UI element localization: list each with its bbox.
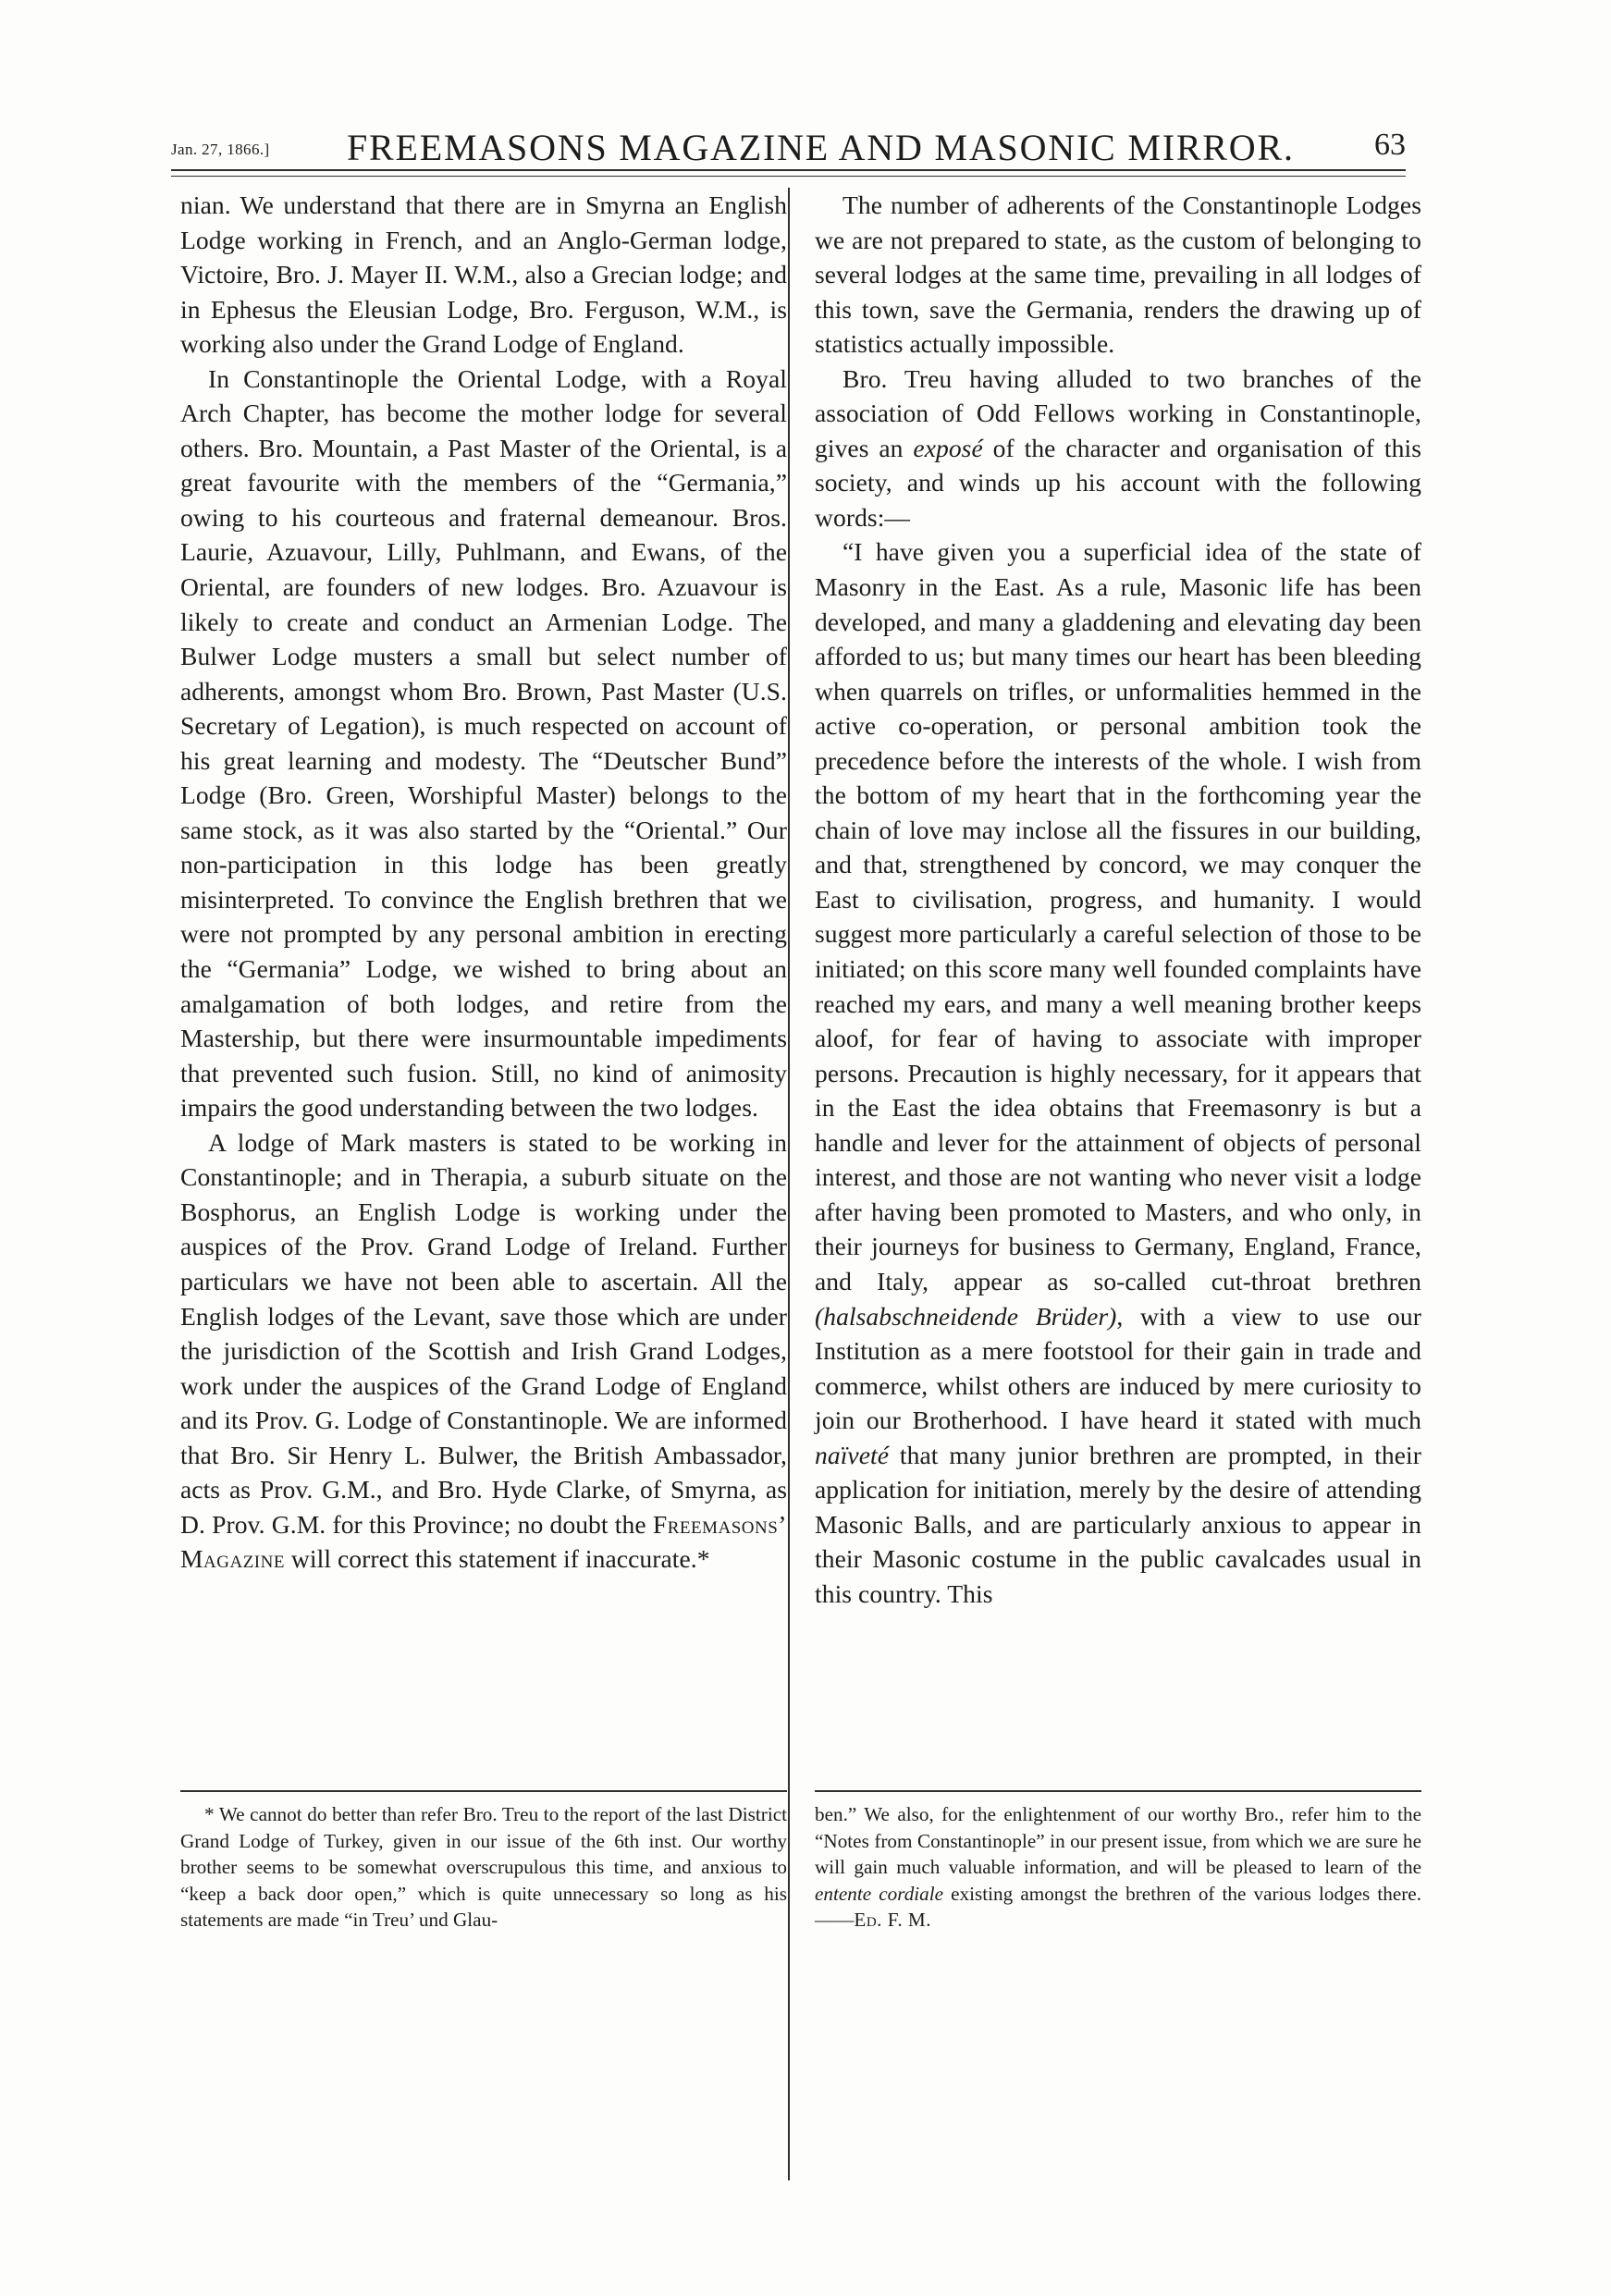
naivete-term: naïveté <box>815 1440 890 1469</box>
right-paragraph-3-mid: , with a view to use our Institution as a mere footstool for their gain in trade and commerce, whilst others are induced by mere curiosity to join our Brotherhood. I have heard it stated with much <box>815 1301 1421 1435</box>
footnote-right-end: existing amongst the brethren of the various lodges there.—— <box>815 1882 1421 1931</box>
header-rule-thin <box>171 176 1406 177</box>
header-rule <box>171 169 1406 171</box>
entente-cordiale-term: entente cordiale <box>815 1882 944 1905</box>
left-paragraph-3-end: will correct this statement if inaccurate.* <box>290 1544 710 1574</box>
right-paragraph-3-start: “I have given you a superficial idea of the state of Masonry in the East. As a rule, Masonic life has been developed, and many a gladdening and elevating day been afforded to us; but many times our heart has been bleeding when quarrels on trifles, or unformalities hemmed in the active co-operation, or personal ambition took the precedence before the interests of the whole. I wish from the bottom of my heart that in the forthcoming year the chain of love may inclose all the fissures in our building, and that, strengthened by concord, we may conquer the East to civilisation, progress, and humanity. I would suggest more particularly a careful selection of those to be initiated; on this score many well founded complaints have reached my ears, and many a well meaning brother keeps aloof, for fear of having to associate with improper persons. Precaution is highly necessary, for it appears that in the East the idea obtains that Freemasonry is but a handle and lever for the attainment of objects of personal interest, and those are not wanting who never visit a lodge after having been promoted to Masters, and who only, in their journeys for business to Germany, England, France, and Italy, appear as so-called cut-throat brethren <box>815 537 1421 1295</box>
expose-term: exposé <box>913 433 983 462</box>
column-divider <box>788 188 790 2180</box>
left-paragraph-3 <box>180 1125 787 1577</box>
left-paragraph-3-text: A lodge of Mark masters is stated to be working in Constantinople; and in Therapia, a suburb situate on the Bosphorus, an English Lodge is working under the auspices of the Prov. Grand Lodge of Ireland. Further particulars we have not been able to ascertain. All the English lodges of the Levant, save those which are under the jurisdiction of the Scottish and Irish Grand Lodges, work under the auspices of the Grand Lodge of England and its Prov. G. Lodge of Constantinople. We are informed that Bro. Sir Henry L. Bulwer, the British Ambassador, acts as Prov. G.M., and Bro. Hyde Clarke, of Smyrna, as D. Prov. G.M. for this Province; no doubt the <box>180 1127 787 1539</box>
magazine-name: Freemasons’ Magazine <box>180 1509 787 1574</box>
right-paragraph-2-start: Bro. Treu having alluded to two branches of the association of Odd Fellows working in Constantinople, gives an <box>815 363 1421 462</box>
right-paragraph-2-end: of the character and organisation of this society, and winds up his account with the following words:— <box>815 433 1421 532</box>
right-paragraph-3 <box>815 534 1421 1611</box>
right-paragraph-1: The number of adherents of the Constantinople Lodges we are not prepared to state, as the custom of belonging to several lodges at the same time, prevailing in all lodges of this town, save the Germania, renders the drawing up of statistics actually impossible. <box>815 190 1421 359</box>
issue-date: Jan. 27, 1866.] <box>171 141 270 158</box>
right-paragraph-2 <box>815 362 1421 535</box>
left-paragraph-1: nian. We understand that there are in Smyrna an English Lodge working in French, and an Anglo-German lodge, Victoire, Bro. J. Mayer II. W.M., also a Grecian lodge; and in Ephesus the Eleusian Lodge, Bro. Ferguson, W.M., is working also under the Grand Lodge of England. <box>180 190 787 359</box>
left-column <box>180 188 787 1577</box>
footnote-right-start: ben.” We also, for the enlightenment of our worthy Bro., refer him to the “Notes from Constantinople” in our present issue, from which we are sure he will gain much valuable information, and will be pleased to learn of the <box>815 1803 1421 1878</box>
left-paragraph-2: In Constantinople the Oriental Lodge, with a Royal Arch Chapter, has become the mother lodge for several others. Bro. Mountain, a Past Master of the Oriental, is a great favourite with the members of the “Germania,” owing to his courteous and fraternal demeanour. Bros. Laurie, Azuavour, Lilly, Puhlmann, and Ewans, of the Oriental, are founders of new lodges. Bro. Azuavour is likely to create and conduct an Armenian Lodge. The Bulwer Lodge musters a small but select number of adherents, amongst whom Bro. Brown, Past Master (U.S. Secretary of Legation), is much respected on account of his great learning and modesty. The “Deutscher Bund” Lodge (Bro. Green, Worshipful Master) belongs to the same stock, as it was also started by the “Oriental.” Our non-participation in this lodge has been greatly misinterpreted. To convince the English brethren that we were not prompted by any personal ambition in erecting the “Germania” Lodge, we wished to bring about an amalgamation of both lodges, and retire from the Mastership, but there were insurmountable impediments that prevented such fusion. Still, no kind of animosity impairs the good understanding between the two lodges. <box>180 363 787 1123</box>
publication-title: FREEMASONS MAGAZINE AND MASONIC MIRROR. <box>347 127 1295 168</box>
right-paragraph-3-end: that many junior brethren are prompted, in their application for initiation, merely by the desire of attending Masonic Balls, and are particularly anxious to appear in their Masonic costume in the public cavalcades usual in this country. This <box>815 1440 1422 1608</box>
footnote-rule-left <box>180 1790 787 1792</box>
footnote-right <box>815 1801 1421 1934</box>
right-column <box>815 188 1421 1611</box>
german-term: (halsabschneidende Brüder) <box>815 1301 1117 1331</box>
page-number: 63 <box>1374 128 1406 162</box>
footnote-left: * We cannot do better than refer Bro. Treu to the report of the last District Grand Lodge of Turkey, given in our issue of the 6th inst. Our worthy brother seems to be somewhat overscrupulous this time, and anxious to “keep a back door open,” which is quite unnecessary so long as his statements are made “in Treu’ und Glau- <box>180 1803 787 1931</box>
editor-signature: Ed. F. M. <box>854 1909 932 1931</box>
page-header <box>171 120 1406 168</box>
footnote-rule-right <box>815 1790 1421 1792</box>
